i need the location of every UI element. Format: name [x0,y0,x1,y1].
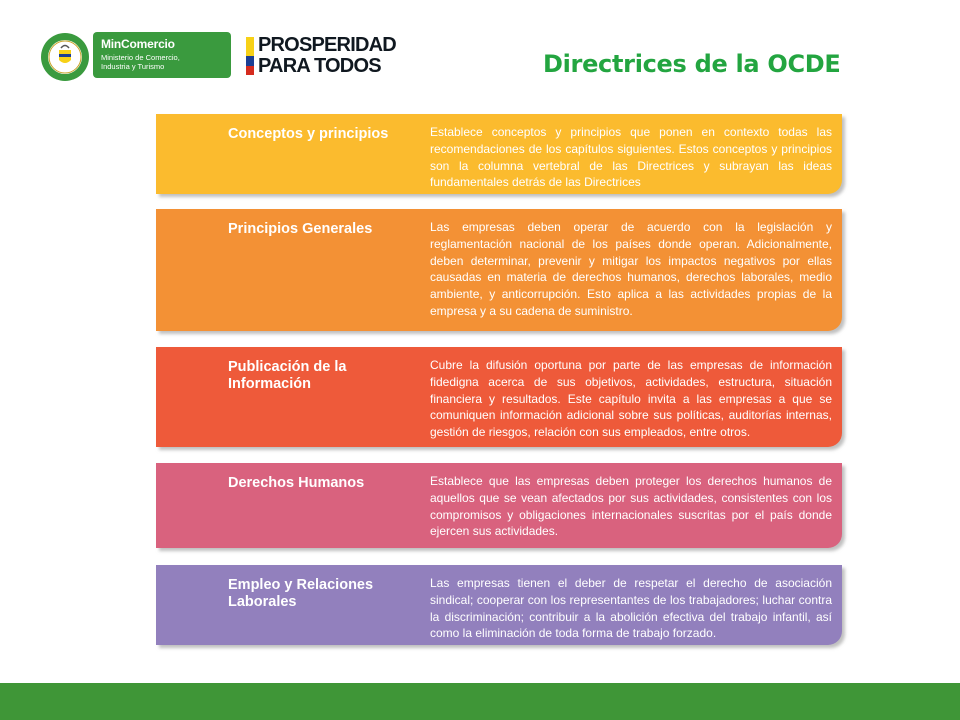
row-description: Las empresas deben operar de acuerdo con la legislación y reglamentación nacional de los países donde operan. Adicionalmente, deben determinar, prevenir y mitigar los impactos negativos por ellas causadas en materia de derechos humanos, derechos laborales, medio ambiente, y anticorrupción. Esto aplica a las actividades propias de la empresa y a su cadena de suministro. [430,220,832,318]
row-description: Establece conceptos y principios que ponen en contexto todas las recomendaciones de los capítulos siguientes. Estos conceptos y principios son la columna vertebral de las Directrices y subrayan las ideas fundamentales detrás de las Directrices [430,125,832,190]
row-heading: Principios Generales [228,221,373,237]
guideline-row-publicacion [156,347,842,447]
prosperidad-logo [246,35,411,77]
row-description: Establece que las empresas deben proteger los derechos humanos de aquellos que se vean afectados por sus actividades, consistentes con los compromisos y obligaciones internacionales suscritas por el país donde ejercen sus actividades. [430,474,832,539]
logo-brand: MinComercio [101,37,175,51]
row-heading: Publicación de la Información [228,359,347,392]
mincomercio-logo [93,32,231,78]
slogan-line-2: PARA TODOS [258,55,381,77]
colombia-flag-icon [246,37,254,75]
guideline-row-conceptos [156,114,842,194]
row-description: Cubre la difusión oportuna por parte de las empresas de información fidedigna acerca de sus objetivos, actividades, estructura, situación financiera y resultados. Este capítulo invita a las empresas a que se comuniquen información adicional sobre sus políticas, auditorías internas, gestión de riesgos, relación con sus empleados, entre otros. [430,358,832,440]
row-heading: Conceptos y principios [228,126,389,142]
guideline-row-empleo [156,565,842,645]
slogan-line-1: PROSPERIDAD [258,34,396,56]
logo-subtitle-1: Ministerio de Comercio, [101,53,180,62]
logo-subtitle-2: Industria y Turismo [101,62,165,71]
footer-bar [0,683,960,720]
guideline-row-derechos-humanos [156,463,842,548]
row-description: Las empresas tienen el deber de respetar el derecho de asociación sindical; cooperar con los representantes de los trabajadores; luchar contra la discriminación; contribuir a la abolición efectiva del trabajo infantil, así como la eliminación de toda forma de trabajo forzado. [430,576,832,641]
guideline-row-principios-generales [156,209,842,331]
row-heading: Derechos Humanos [228,475,365,491]
row-heading: Empleo y Relaciones Laborales [228,577,374,610]
page-title: Directrices de la OCDE [543,50,841,78]
colombia-seal-logo [40,32,90,82]
